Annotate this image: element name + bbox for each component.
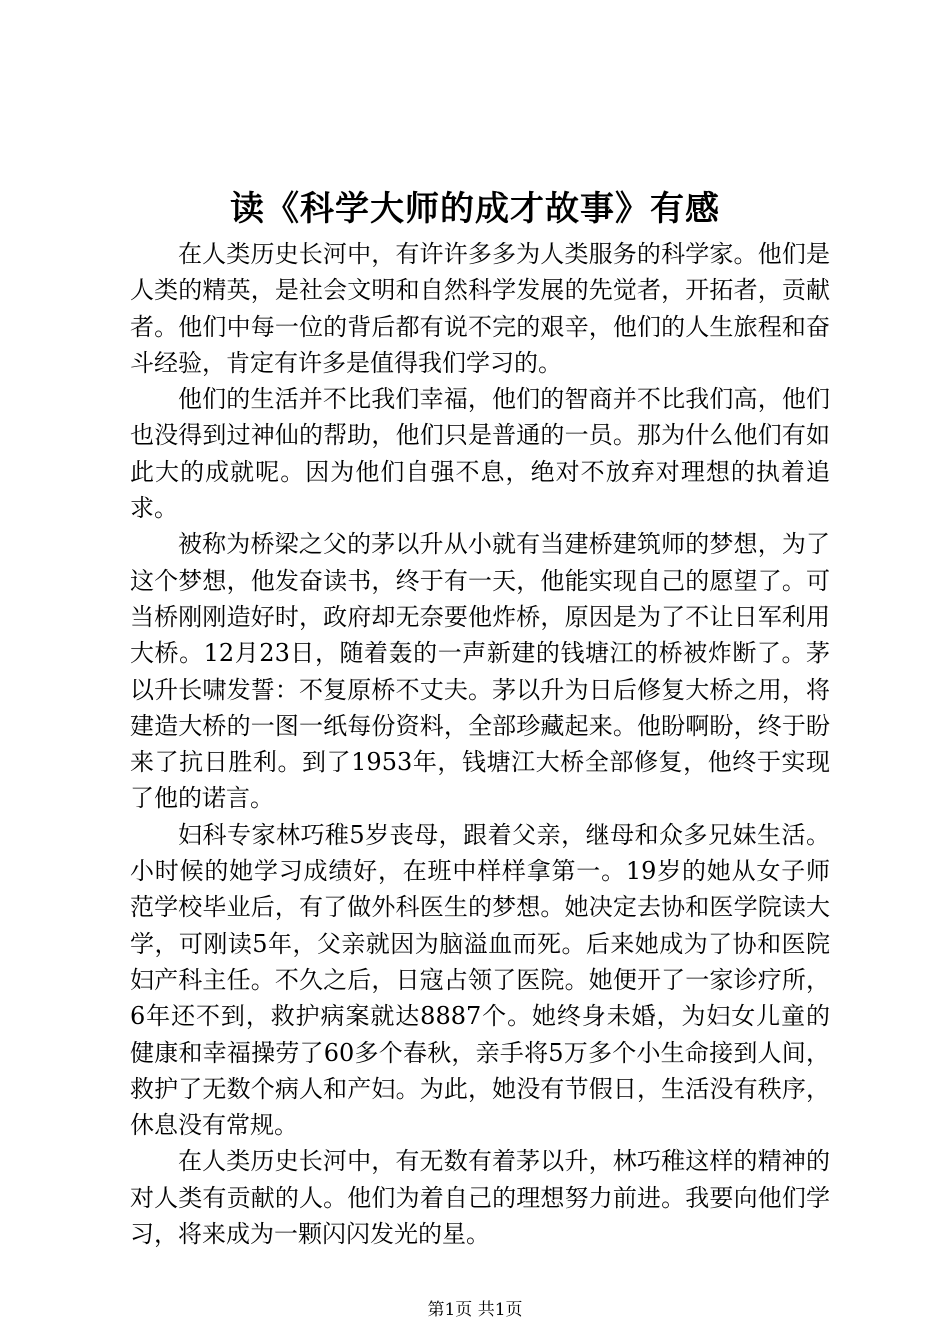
document-title: 读《科学大师的成才故事》有感 <box>230 189 720 229</box>
paragraph-4: 妇科专家林巧稚5岁丧母，跟着父亲，继母和众多兄妹生活。小时候的她学习成绩好，在班中样样拿第一。19岁的她从女子师范学校毕业后，有了做外科医生的梦想。她决定去协和医学院读大学，可刚读5年，父亲就因为脑溢血而死。后来她成为了协和医院妇产科主任。不久之后，日寇占领了医院。她便开了一家诊疗所，6年还不到，救护病案就达8887个。她终身未婚，为妇女儿童的健康和幸福操劳了60多个春秋，亲手将5万多个小生命接到人间，救护了无数个病人和产妇。为此，她没有节假日，生活没有秩序，休息没有常规。 <box>130 820 830 1140</box>
paragraph-1: 在人类历史长河中，有许许多多为人类服务的科学家。他们是人类的精英，是社会文明和自然科学发展的先觉者，开拓者，贡献者。他们中每一位的背后都有说不完的艰辛，他们的人生旅程和奋斗经验，肯定有许多是值得我们学习的。 <box>130 240 830 377</box>
document-body <box>130 236 830 1252</box>
paragraph-3: 被称为桥梁之父的茅以升从小就有当建桥建筑师的梦想，为了这个梦想，他发奋读书，终于有一天，他能实现自己的愿望了。可当桥刚刚造好时，政府却无奈要他炸桥，原因是为了不让日军利用大桥。12月23日，随着轰的一声新建的钱塘江的桥被炸断了。茅以升长啸发誓：不复原桥不丈夫。茅以升为日后修复大桥之用，将建造大桥的一图一纸每份资料，全部珍藏起来。他盼啊盼，终于盼来了抗日胜利。到了1953年，钱塘江大桥全部修复，他终于实现了他的诺言。 <box>130 530 830 813</box>
paragraph-5: 在人类历史长河中，有无数有着茅以升，林巧稚这样的精神的对人类有贡献的人。他们为着自己的理想努力前进。我要向他们学习，将来成为一颗闪闪发光的星。 <box>130 1147 830 1249</box>
paragraph-2: 他们的生活并不比我们幸福，他们的智商并不比我们高，他们也没得到过神仙的帮助，他们只是普通的一员。那为什么他们有如此大的成就呢。因为他们自强不息，绝对不放弃对理想的执着追求。 <box>130 385 830 523</box>
page-footer: 第1页 共1页 <box>427 1300 523 1320</box>
